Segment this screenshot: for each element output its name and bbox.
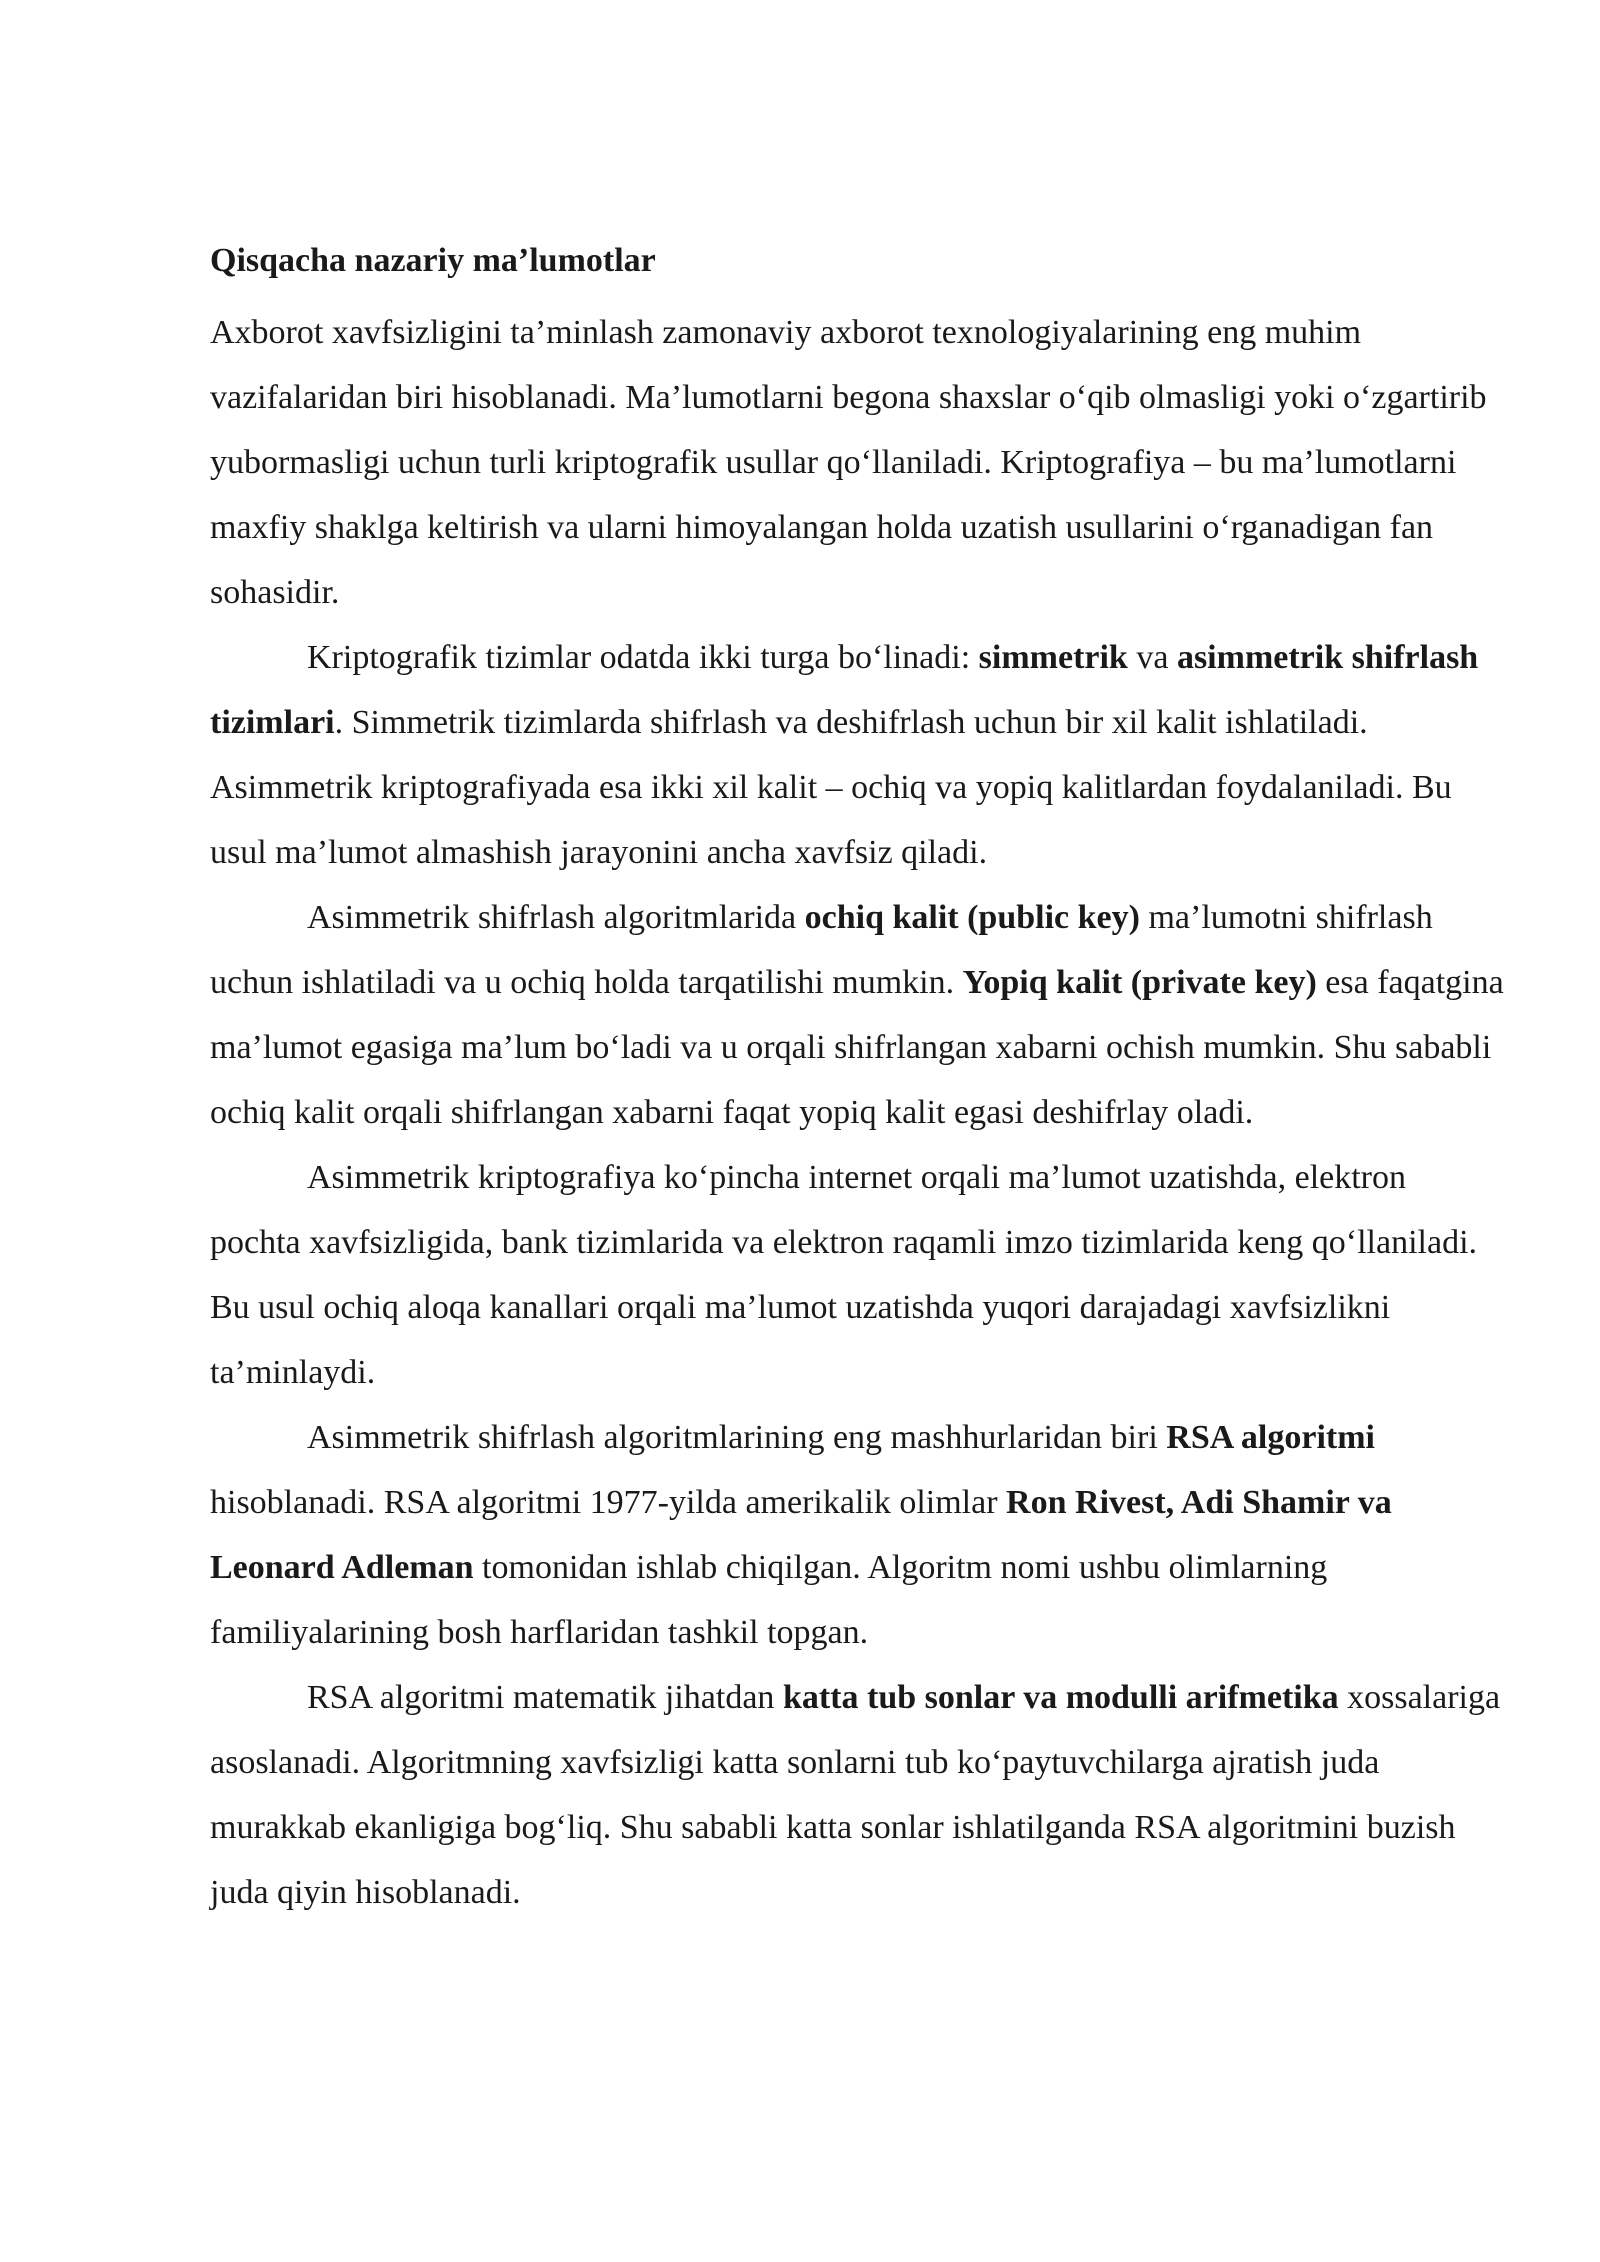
paragraph-keys — [210, 885, 1505, 1145]
section-heading: Qisqacha nazariy ma’lumotlar — [210, 242, 656, 279]
paragraph-text: esa faqatgina ma’lumot egasiga ma’lum bo‘ladi va u orqali shifrlangan xabarni ochish mumkin. Shu sababli ochiq kalit orqali shifrlangan xabarni faqat yopiq kalit egasi deshifrlay oladi. — [210, 964, 1504, 1131]
paragraph-rsa-history — [210, 1405, 1505, 1665]
paragraph-text: hisoblanadi. RSA algoritmi 1977-yilda amerikalik olimlar — [210, 1484, 1007, 1521]
paragraph-text: . Simmetrik tizimlarda shifrlash va deshifrlash uchun bir xil kalit ishlatiladi. Asimmetrik kriptografiyada esa ikki xil kalit – ochiq va yopiq kalitlardan foydalaniladi. Bu usul ma’lumot almashish jarayonini ancha xavfsiz qiladi. — [210, 704, 1452, 871]
bold-term-private-key: Yopiq kalit (private key) — [962, 964, 1317, 1001]
bold-term-authors: Ron Rivest, Adi Shamir va Leonard Adleman — [210, 1484, 1392, 1586]
paragraph-text: va — [1127, 639, 1177, 676]
paragraph-crypto-types — [210, 625, 1505, 885]
document-page — [210, 236, 1505, 1925]
paragraph-text: ma’lumotni shifrlash uchun ishlatiladi va u ochiq holda tarqatilishi mumkin. — [210, 899, 1433, 1001]
bold-term-rsa: RSA algoritmi — [1166, 1419, 1375, 1456]
bold-term-public-key: ochiq kalit (public key) — [804, 899, 1140, 936]
paragraph-text: Kriptografik tizimlar odatda ikki turga bo‘linadi: — [307, 639, 979, 676]
paragraph-text: Asimmetrik shifrlash algoritmlarining eng mashhurlaridan biri — [307, 1419, 1167, 1456]
paragraph-usage: Asimmetrik kriptografiya ko‘pincha internet orqali ma’lumot uzatishda, elektron pochta xavfsizligida, bank tizimlarida va elektron raqamli imzo tizimlarida keng qo‘llaniladi. Bu usul ochiq aloqa kanallari orqali ma’lumot uzatishda yuqori darajadagi xavfsizlikni ta’minlaydi. — [210, 1159, 1478, 1391]
bold-term-symmetric: simmetrik — [978, 639, 1128, 676]
paragraph-text: tomonidan ishlab chiqilgan. Algoritm nomi ushbu olimlarning familiyalarining bosh harflaridan tashkil topgan. — [210, 1549, 1328, 1651]
bold-term-primes: katta tub sonlar va modulli arifmetika — [782, 1679, 1339, 1716]
paragraph-text: xossalariga asoslanadi. Algoritmning xavfsizligi katta sonlarni tub ko‘paytuvchilarga ajratish juda murakkab ekanligiga bog‘liq. Shu sababli katta sonlar ishlatilganda RSA algoritmini buzish juda qiyin hisoblanadi. — [210, 1679, 1501, 1911]
paragraph-intro: Axborot xavfsizligini ta’minlash zamonaviy axborot texnologiyalarining eng muhim vazifalaridan biri hisoblanadi. Ma’lumotlarni begona shaxslar o‘qib olmasligi yoki o‘zgartirib yubormasligi uchun turli kriptografik usullar qo‘llaniladi. Kriptografiya – bu ma’lumotlarni maxfiy shaklga keltirish va ularni himoyalangan holda uzatish usullarini o‘rganadigan fan sohasidir. — [210, 314, 1487, 611]
paragraph-text: RSA algoritmi matematik jihatdan — [307, 1679, 783, 1716]
paragraph-rsa-math — [210, 1665, 1505, 1925]
bold-term-asymmetric: asimmetrik shifrlash tizimlari — [210, 639, 1479, 741]
paragraph-text: Asimmetrik shifrlash algoritmlarida — [307, 899, 805, 936]
